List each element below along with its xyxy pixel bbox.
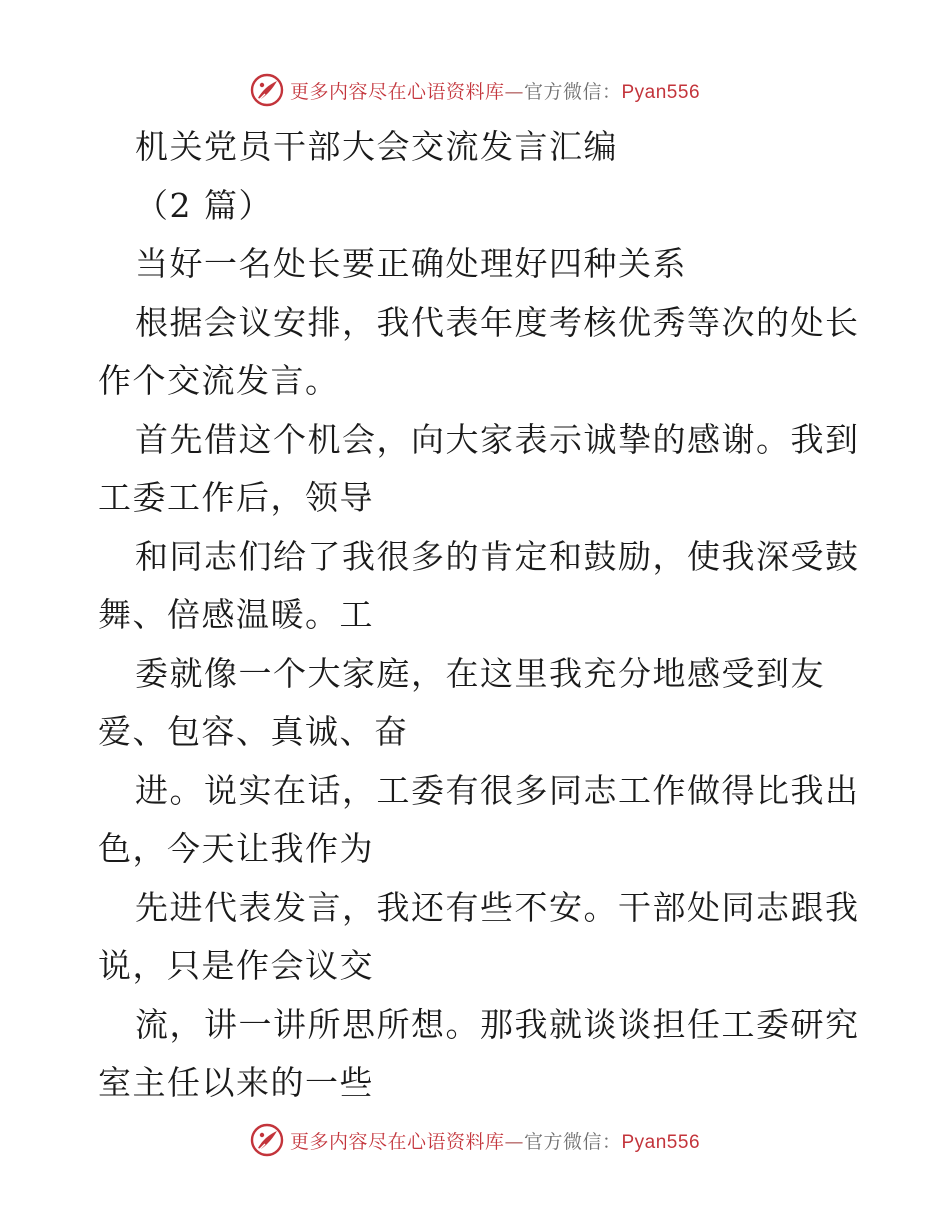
- paragraph-line: 委就像一个大家庭，在这里我充分地感受到友: [135, 653, 825, 693]
- wechat-label: 官方微信：: [523, 80, 622, 103]
- banner-separator: —: [504, 1130, 524, 1153]
- paragraph-line: 和同志们给了我很多的肯定和鼓励，使我深受鼓: [135, 536, 860, 576]
- document-title: 机关党员干部大会交流发言汇编: [135, 127, 618, 166]
- banner-text: 更多内容尽在心语资料库: [289, 1130, 505, 1153]
- paragraph-line: 室主任以来的一些: [98, 1063, 374, 1102]
- document-body: [98, 118, 858, 1113]
- paragraph-line: 作个交流发言。: [98, 361, 340, 400]
- paragraph-line: 工委工作后，领导: [98, 478, 374, 517]
- paragraph-line: 根据会议安排，我代表年度考核优秀等次的处长: [135, 302, 860, 342]
- wechat-label: 官方微信：: [523, 1130, 622, 1153]
- paragraph-line: 舞、倍感温暖。工: [98, 595, 374, 634]
- paragraph-line: 首先借这个机会，向大家表示诚挚的感谢。我到: [135, 419, 860, 459]
- footer-banner: [0, 1120, 950, 1160]
- document-subtitle: （2 篇）: [135, 185, 273, 225]
- quill-pen-icon: [250, 73, 284, 107]
- wechat-id: Pyan556: [621, 81, 701, 103]
- paragraph-line: 色，今天让我作为: [98, 829, 374, 868]
- paragraph-line: 进。说实在话，工委有很多同志工作做得比我出: [135, 770, 860, 810]
- banner-separator: —: [504, 80, 524, 103]
- paragraph-line: 先进代表发言，我还有些不安。干部处同志跟我: [135, 887, 860, 927]
- section-heading: 当好一名处长要正确处理好四种关系: [135, 244, 687, 283]
- banner-text: 更多内容尽在心语资料库: [289, 80, 505, 103]
- wechat-id: Pyan556: [621, 1131, 701, 1153]
- paragraph-line: 说，只是作会议交: [98, 946, 374, 985]
- quill-pen-icon: [250, 1123, 284, 1157]
- paragraph-line: 爱、包容、真诚、奋: [98, 712, 409, 751]
- paragraph-line: 流，讲一讲所思所想。那我就谈谈担任工委研究: [135, 1004, 860, 1044]
- header-banner: [0, 70, 950, 110]
